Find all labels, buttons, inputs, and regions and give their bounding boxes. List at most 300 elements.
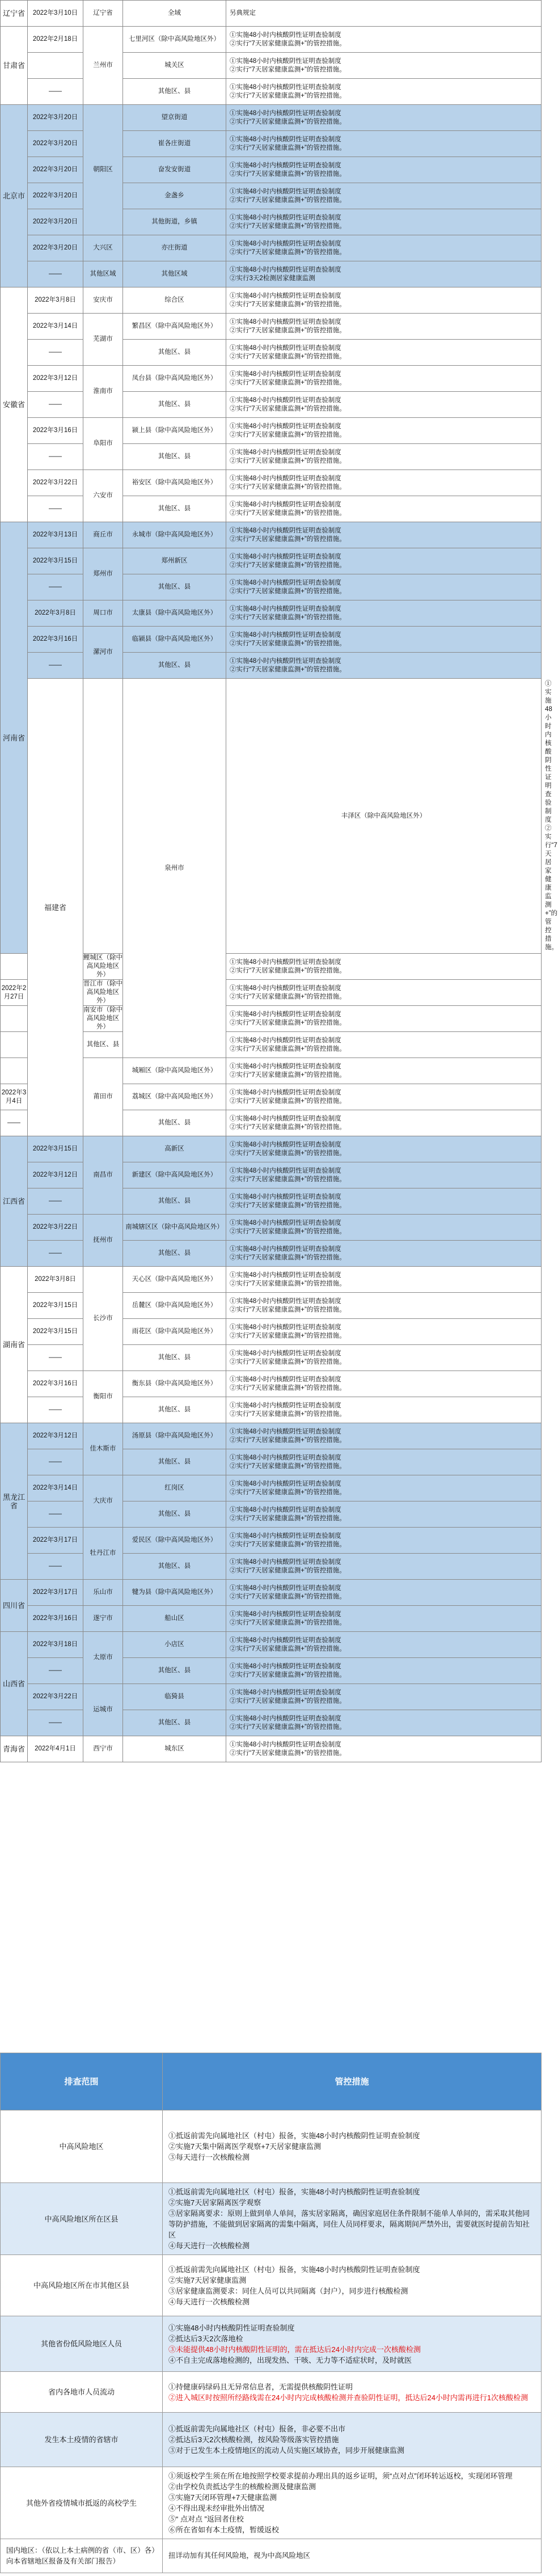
policy-line: ②实行“7天居家健康监测+”的管控措施。	[230, 1071, 346, 1078]
policy-line: ①实施48小时内核酸阴性证明查验制度	[230, 1063, 341, 1070]
city-cell: 阜阳市	[83, 418, 123, 470]
date-cell: 2022年2月27日	[1, 980, 28, 1006]
date-cell	[28, 53, 83, 79]
policy-row	[1, 1371, 542, 1397]
city-cell: 太原市	[83, 1632, 123, 1684]
policy-line: ②实行“7天居家健康监测+”的管控措施。	[230, 1697, 346, 1704]
policy-line: ①实施48小时内核酸阴性证明查验制度	[230, 1558, 341, 1566]
province-cell: 安徽省	[1, 287, 28, 522]
policy-cell	[226, 1267, 542, 1293]
policy-line: ②实行“7天居家健康监测+”的管控措施。	[230, 1358, 346, 1365]
policy-line: ①实施48小时内核酸阴性证明查验制度	[230, 396, 341, 404]
city-cell: 南昌市	[83, 1136, 123, 1215]
policy-line: ②实行“7天居家健康监测+”的管控措施。	[230, 967, 346, 974]
policy-line: ②实行“7天居家健康监测+”的管控措施。	[230, 379, 346, 386]
policy-row	[1, 548, 542, 574]
city-cell: 长沙市	[83, 1267, 123, 1371]
policy-line: ①实施48小时内核酸阴性证明查验制度	[230, 266, 341, 273]
policy-cell	[226, 287, 542, 314]
scope-returning-students: 其他外省疫情城市抵返的高校学生	[1, 2467, 163, 2539]
date-cell: 2022年3月20日	[28, 157, 83, 183]
policy-line: ①实施48小时内核酸阴性证明查验制度	[230, 1141, 341, 1148]
scope-same-city-county: 中高风险地区所在市其他区县	[1, 2255, 163, 2316]
scope-high-risk: 中高风险地区	[1, 2110, 163, 2183]
date-cell: 2022年3月22日	[28, 1684, 83, 1710]
policy-line: ①实施48小时内核酸阴性证明查验制度	[230, 1689, 341, 1696]
area-cell: 其他区、县	[123, 653, 226, 679]
policy-line: ②实行“7天居家健康监测+”的管控措施。	[230, 561, 346, 569]
area-cell: 临猗县	[123, 1684, 226, 1710]
date-cell: 2022年3月13日	[28, 522, 83, 548]
policy-row	[1, 1267, 542, 1293]
area-cell: 高新区	[123, 1136, 226, 1162]
policy-line: ②实行“7天居家健康监测+”的管控措施。	[230, 535, 346, 543]
policy-line: ②实行“7天居家健康监测+”的管控措施。	[230, 1254, 346, 1261]
policy-row	[1, 418, 542, 444]
policy-line: ②实行“7天居家健康监测+”的管控措施。	[230, 1488, 346, 1496]
policy-line: ②实行“7天居家健康监测+”的管控措施。	[230, 222, 346, 230]
policy-line: ②实行“7天居家健康监测+”的管控措施。	[230, 1723, 346, 1731]
date-cell: ——	[28, 1501, 83, 1528]
city-cell: 朝阳区	[83, 105, 123, 235]
policy-line: ②实行“7天居家健康监测+”的管控措施。	[230, 1019, 346, 1026]
policy-cell	[226, 1606, 542, 1632]
policy-row	[1, 1397, 542, 1423]
policy-line: ②实行“7天居家健康监测+”的管控措施。	[230, 92, 346, 99]
measures-high-risk: ①抵返前需先向属地社区（村屯）报备，实施48小时内核酸阴性证明查验制度 ②实施7天集中隔离医学观察+7天居家健康监测 ③每天进行一次核酸检测	[163, 2110, 542, 2183]
area-cell: 凤台县（除中高风险地区外）	[123, 366, 226, 392]
province-cell: 湖南省	[1, 1267, 28, 1423]
policy-row	[1, 1528, 542, 1554]
policy-row	[1, 392, 542, 418]
policy-row	[1, 366, 542, 392]
area-cell: 城厢区（除中高风险地区外）	[123, 1058, 226, 1084]
policy-cell	[226, 1658, 542, 1684]
policy-line: ①实施48小时内核酸阴性证明查验制度	[230, 57, 341, 65]
area-cell: 天心区（除中高风险地区外）	[123, 1267, 226, 1293]
date-cell: ——	[28, 340, 83, 366]
date-cell	[1, 954, 28, 980]
date-cell: 2022年3月15日	[28, 548, 83, 574]
province-cell: 福建省	[28, 679, 83, 1136]
policy-line: ②实行“7天居家健康监测+”的管控措施。	[230, 457, 346, 464]
policy-line: ①实施48小时内核酸阴性证明查验制度	[230, 318, 341, 325]
policy-line: ②实行“7天居家健康监测+”的管控措施。	[230, 1045, 346, 1052]
policy-row	[1, 261, 542, 287]
city-cell: 周口市	[83, 600, 123, 627]
area-cell: 衡东县（除中高风险地区外）	[123, 1371, 226, 1397]
policy-line: ②实行“7天居家健康监测+”的管控措施。	[230, 483, 346, 490]
policy-line: ①实施48小时内核酸阴性证明查验制度	[230, 292, 341, 299]
measures-local-outbreak-city: ①抵返前需先向属地社区（村屯）报备，非必要不出市 ②抵达后3天2次核酸检测，按风险等级落实管控措施 ③对于已发生本土疫情地区的流动人员实施区域协查，同步开展健康监测	[163, 2413, 542, 2467]
policy-row	[1, 79, 542, 105]
city-cell: 商丘市	[83, 522, 123, 548]
area-cell: 南城辖区区（除中高风险地区外）	[123, 1215, 226, 1241]
policy-row	[1, 1736, 542, 1762]
date-cell: 2022年4月1日	[28, 1736, 83, 1762]
policy-line: ②实行“7天居家健康监测+”的管控措施。	[230, 118, 346, 125]
policy-line: ②实行“7天居家健康监测+”的管控措施。	[230, 509, 346, 517]
measures-same-city-county: ①抵返前需先向属地社区（村屯）报备，实施48小时内核酸阴性证明查验制度 ②实施7天居家健康监测 ③居家健康监测要求：同住人员可以共同隔离（封户），同步进行核酸检测 ④每天进行一次核酸检测	[163, 2255, 542, 2316]
policy-cell	[226, 1006, 542, 1032]
policy-line: ①实施48小时内核酸阴性证明查验制度	[230, 1454, 341, 1461]
policy-line: ②实行“7天居家健康监测+”的管控措施。	[230, 1541, 346, 1548]
date-cell: 2022年3月18日	[28, 1632, 83, 1658]
area-cell: 其他区、县	[123, 79, 226, 105]
policy-line: ②实行“7天居家健康监测+”的管控措施。	[230, 40, 346, 47]
policy-line: ②实行“7天居家健康监测+”的管控措施。	[230, 1410, 346, 1418]
city-cell: 漯河市	[83, 627, 123, 679]
policy-line: ①实施48小时内核酸阴性证明查验制度	[230, 344, 341, 352]
city-cell: 辽宁省	[83, 1, 123, 27]
area-cell: 望京街道	[123, 105, 226, 131]
city-cell: 衡阳市	[83, 1371, 123, 1423]
policy-row	[1, 183, 542, 209]
area-cell: 丰泽区（除中高风险地区外）	[226, 679, 542, 954]
policy-line: ②实行“7天居家健康监测+”的管控措施。	[230, 1280, 346, 1287]
policy-line: ②实行“7天居家健康监测+”的管控措施。	[230, 144, 346, 151]
policy-line: ②实行“7天居家健康监测+”的管控措施。	[230, 1228, 346, 1235]
date-cell: 2022年3月20日	[28, 235, 83, 261]
date-cell: 2022年3月15日	[28, 1136, 83, 1162]
area-cell: 小店区	[123, 1632, 226, 1658]
policy-line: ①实施48小时内核酸阴性证明查验制度	[230, 958, 341, 966]
policy-line: ①实施48小时内核酸阴性证明查验制度	[230, 1167, 341, 1174]
policy-cell	[226, 340, 542, 366]
policy-line: ①实施48小时内核酸阴性证明查验制度	[230, 1350, 341, 1357]
policy-line: ②实行“7天居家健康监测+”的管控措施。	[230, 1306, 346, 1313]
policy-row	[1, 1188, 542, 1215]
policy-cell	[226, 1580, 542, 1606]
policy-row	[1, 1319, 542, 1345]
policy-cell	[226, 1319, 542, 1345]
policy-line: ②实行“7天居家健康监测+”的管控措施。	[230, 640, 346, 647]
policy-cell	[226, 574, 542, 600]
policy-line: ①实施48小时内核酸阴性证明查验制度	[230, 1506, 341, 1513]
header-measures: 管控措施	[163, 2053, 542, 2110]
policy-row	[1, 1293, 542, 1319]
policy-row	[1, 1658, 542, 1684]
area-cell: 裕安区（除中高风险地区外）	[123, 470, 226, 496]
area-cell: 其他区、县	[123, 496, 226, 522]
area-cell: 新建区（除中高风险地区外）	[123, 1162, 226, 1188]
policy-line: ②实行“7天居家健康监测+”的管控措施。	[230, 405, 346, 412]
policy-row	[1, 1423, 542, 1449]
province-cell: 江西省	[1, 1136, 28, 1267]
date-cell: 2022年3月16日	[28, 1606, 83, 1632]
policy-line: ②实行“7天居家健康监测+”的管控措施。	[230, 66, 346, 73]
measures-in-province-flow: ①持健康码绿码且无异常信息者，无需提供核酸阴性证明 ②进入城区时按照所经路线需在24小时内完成核酸检测并查验阴性证明，抵达后24小时内需再进行1次核酸检测	[163, 2372, 542, 2413]
area-cell: 雨花区（除中高风险地区外）	[123, 1319, 226, 1345]
policy-row	[1, 1449, 542, 1475]
policy-cell	[226, 1554, 542, 1580]
policy-cell	[226, 1058, 542, 1084]
policy-cell	[226, 1241, 542, 1267]
city-cell: 抚州市	[83, 1215, 123, 1267]
policy-line: ①实施48小时内核酸阴性证明查验制度	[230, 1010, 341, 1018]
area-cell: 奋发安街道	[123, 157, 226, 183]
policy-line: ①实施48小时内核酸阴性证明查验制度	[230, 1428, 341, 1435]
policy-row	[1, 1554, 542, 1580]
policy-line: ①实施48小时内核酸阴性证明查验制度	[230, 1376, 341, 1383]
policy-cell	[226, 1423, 542, 1449]
policy-cell	[226, 444, 542, 470]
policy-line: ②实行“7天居家健康监测+”的管控措施。	[230, 170, 346, 177]
area-cell: 岳麓区（除中高风险地区外）	[123, 1293, 226, 1319]
date-cell: ——	[28, 392, 83, 418]
area-cell: 郑州新区	[123, 548, 226, 574]
date-cell: ——	[28, 574, 83, 600]
policy-line: ①实施48小时内核酸阴性证明查验制度	[230, 579, 341, 586]
policy-cell	[226, 1162, 542, 1188]
policy-row	[1, 444, 542, 470]
policy-row	[1, 1345, 542, 1371]
policy-line: ①实施48小时内核酸阴性证明查验制度	[230, 422, 341, 430]
policy-line: ②实行“7天居家健康监测+”的管控措施。	[230, 1332, 346, 1339]
policy-cell	[226, 79, 542, 105]
policy-line: ②实行“7天居家健康监测+”的管控措施。	[230, 196, 346, 204]
area-cell: 永城市（除中高风险地区外）	[123, 522, 226, 548]
risk-measures-table	[0, 2053, 542, 2573]
date-cell: 2022年3月12日	[28, 366, 83, 392]
policy-line: ①实施48小时内核酸阴性证明查验制度	[230, 1402, 341, 1409]
date-cell: 2022年3月20日	[28, 105, 83, 131]
policy-row	[1, 105, 542, 131]
policy-line: ②实行“7天居家健康监测+”的管控措施。	[230, 666, 346, 673]
policy-cell	[226, 1710, 542, 1736]
area-cell: 临颍县（除中高风险地区外）	[123, 627, 226, 653]
date-cell: 2022年3月8日	[28, 600, 83, 627]
policy-cell	[226, 27, 542, 53]
area-cell: 其他区、县	[83, 1032, 123, 1058]
policy-row	[1, 235, 542, 261]
area-cell: 其他区、县	[123, 392, 226, 418]
note-text: 扭详动加有其任何风险地，视为中高风险地区	[163, 2539, 542, 2573]
policy-line: ①实施48小时内核酸阴性证明查验制度	[230, 83, 341, 91]
policy-line: ①实施48小时内核酸阴性证明查验制度	[230, 1219, 341, 1226]
city-cell: 安庆市	[83, 287, 123, 314]
policy-line: ①实施48小时内核酸阴性证明查验制度	[230, 31, 341, 39]
policy-line: ②实行“7天居家健康监测+”的管控措施。	[230, 587, 346, 595]
policy-row	[1, 1241, 542, 1267]
policy-cell	[226, 653, 542, 679]
date-cell	[1, 1058, 28, 1084]
date-cell: ——	[28, 79, 83, 105]
policy-line: ②实行“7天居家健康监测+”的管控措施。	[230, 1593, 346, 1600]
area-cell: 七里河区（除中高风险地区外）	[123, 27, 226, 53]
date-cell	[1, 1006, 28, 1032]
date-cell: 2022年3月22日	[28, 470, 83, 496]
policy-line: ①实施48小时内核酸阴性证明查验制度	[230, 553, 341, 560]
policy-line: ②实行“7天居家健康监测+”的管控措施。	[230, 1619, 346, 1626]
policy-cell	[226, 314, 542, 340]
area-cell: 其他区、县	[123, 1241, 226, 1267]
area-cell: 金盏乡	[123, 183, 226, 209]
policy-line: ②实行“7天居家健康监测+”的管控措施。	[230, 1462, 346, 1470]
policy-line: ②实行“7天居家健康监测+”的管控措施。	[230, 301, 346, 308]
policy-cell	[226, 600, 542, 627]
policy-line: ②实行“7天居家健康监测+”的管控措施。	[230, 1567, 346, 1574]
scope-high-risk-county: 中高风险地区所在区县	[1, 2183, 163, 2255]
policy-line: ①实施48小时内核酸阴性证明查验制度	[230, 1323, 341, 1331]
policy-line: ①实施48小时内核酸阴性证明查验制度	[230, 1663, 341, 1670]
policy-cell	[226, 235, 542, 261]
policy-line: ②实行“7天居家健康监测+”的管控措施。	[230, 1123, 346, 1131]
area-cell: 其他区、县	[123, 1658, 226, 1684]
city-cell: 其他区域	[83, 261, 123, 287]
measures-returning-students: ①须返校学生须在所在地按照学校要求提前办理出具的返乡证明，须“点对点”闭环转运返校，实现闭环管理 ②由学校负责抵达学生的核酸检测及健康监测 ③实施7天闭环管理+7天健康监测 ④不得出现未经审批外出情况 ⑤“ 点对点 ”返回者住校 ⑥所在省如有本土疫情，暂缓返校	[163, 2467, 542, 2539]
policy-cell	[226, 496, 542, 522]
area-cell: 全域	[123, 1, 226, 27]
area-cell: 其他区、县	[123, 444, 226, 470]
policy-cell	[226, 1, 542, 27]
policy-row	[1, 653, 542, 679]
area-cell: 其他区、县	[123, 1110, 226, 1136]
header-scope: 排查范围	[1, 2053, 163, 2110]
policy-cell	[226, 548, 542, 574]
policy-line: ②实行“7天居家健康监测+”的管控措施。	[230, 1436, 346, 1444]
date-cell: 2022年3月14日	[28, 314, 83, 340]
policy-cell	[226, 209, 542, 235]
policy-line: ①实施48小时内核酸阴性证明查验制度	[230, 1480, 341, 1487]
policy-row	[1, 1475, 542, 1501]
area-cell: 晋江市（除中高风险地区外）	[83, 980, 123, 1006]
policy-line: ①实施48小时内核酸阴性证明查验制度	[230, 1115, 341, 1122]
policy-cell	[226, 105, 542, 131]
policy-cell	[226, 980, 542, 1006]
area-cell: 其他区、县	[123, 1554, 226, 1580]
policy-line: ①实施48小时内核酸阴性证明查验制度	[230, 1245, 341, 1253]
province-cell: 山西省	[1, 1632, 28, 1736]
date-cell	[1, 1032, 28, 1058]
policy-row	[1, 340, 542, 366]
policy-cell	[226, 131, 542, 157]
area-cell: 其他区、县	[123, 1345, 226, 1371]
date-cell: ——	[28, 1554, 83, 1580]
policy-line: ①实施48小时内核酸阴性证明查验制度	[230, 475, 341, 482]
date-cell: 2022年3月10日	[28, 1, 83, 27]
policy-cell	[226, 1449, 542, 1475]
scope-in-province-flow: 省内各地市人员流动	[1, 2372, 163, 2413]
policy-row	[1, 1580, 542, 1606]
policy-line: ②实行“7天居家健康监测+”的管控措施。	[230, 614, 346, 621]
city-cell: 运城市	[83, 1684, 123, 1736]
area-cell: 其他区、县	[123, 340, 226, 366]
date-cell: ——	[28, 444, 83, 470]
policy-cell	[226, 1632, 542, 1658]
policy-line: ②实行“7天居家健康监测+”的管控措施。	[230, 353, 346, 360]
policy-row	[1, 1162, 542, 1188]
policy-line: ①实施48小时内核酸阴性证明查验制度	[230, 984, 341, 992]
policy-cell	[226, 522, 542, 548]
area-cell: 其他区域	[123, 261, 226, 287]
policy-line: ①实施48小时内核酸阴性证明查验制度	[230, 136, 341, 143]
policy-line: ②实行“7天居家健康监测+”的管控措施。	[230, 1097, 346, 1105]
date-cell: 2022年3月14日	[28, 1475, 83, 1501]
policy-row	[1, 53, 542, 79]
policy-cell	[226, 1136, 542, 1162]
policy-row	[1, 209, 542, 235]
province-cell: 辽宁省	[1, 1, 28, 27]
policy-cell	[226, 627, 542, 653]
policy-row	[1, 131, 542, 157]
policy-row	[1, 1684, 542, 1710]
policy-row	[1, 314, 542, 340]
policy-line: ①实施48小时内核酸阴性证明查验制度	[230, 1193, 341, 1200]
policy-line: ①实施48小时内核酸阴性证明查验制度	[230, 214, 341, 221]
area-cell: 综合区	[123, 287, 226, 314]
city-cell: 淮南市	[83, 366, 123, 418]
area-cell: 其他区、县	[123, 1188, 226, 1215]
policy-cell	[226, 261, 542, 287]
date-cell: 2022年3月17日	[28, 1528, 83, 1554]
policy-row	[1, 627, 542, 653]
city-cell: 牡丹江市	[83, 1528, 123, 1580]
policy-line: ①实施48小时内核酸阴性证明查验制度	[230, 605, 341, 612]
policy-cell	[226, 1475, 542, 1501]
policy-row	[1, 1632, 542, 1658]
city-cell: 莆田市	[83, 1058, 123, 1136]
date-cell: 2022年3月16日	[28, 418, 83, 444]
date-cell: 2022年3月8日	[28, 287, 83, 314]
policy-line: ①实施48小时内核酸阴性证明查验制度	[230, 1715, 341, 1722]
policy-cell	[226, 1215, 542, 1241]
area-cell: 红岗区	[123, 1475, 226, 1501]
policy-cell	[226, 366, 542, 392]
policy-line: ①实施48小时内核酸阴性证明查验制度	[230, 240, 341, 247]
policy-row	[1, 1, 542, 27]
policy-line: ②实行“7天居家健康监测+”的管控措施。	[230, 1515, 346, 1522]
date-cell	[83, 679, 123, 954]
city-cell: 泉州市	[123, 679, 226, 1058]
policy-row	[1, 470, 542, 496]
scope-local-outbreak-city: 发生本土疫情的省辖市	[1, 2413, 163, 2467]
policy-line: ②实行“7天居家健康监测+”的管控措施。	[230, 1149, 346, 1157]
date-cell: 2022年3月22日	[28, 1215, 83, 1241]
province-cell: 北京市	[1, 105, 28, 287]
policy-line: ①实施48小时内核酸阴性证明查验制度	[230, 1610, 341, 1618]
area-cell: 鲤城区（除中高风险地区外）	[83, 954, 123, 980]
policy-cell	[226, 1736, 542, 1762]
policy-row	[1, 1710, 542, 1736]
city-cell: 兰州市	[83, 27, 123, 105]
policy-line: ②实行“7天居家健康监测+”的管控措施。	[230, 993, 346, 1000]
policy-line: ②实行3天2检测居家健康监测	[230, 274, 315, 282]
policy-line: ①实施48小时内核酸阴性证明查验制度	[230, 1297, 341, 1305]
policy-cell	[226, 1528, 542, 1554]
date-cell: 2022年3月20日	[28, 183, 83, 209]
province-cell: 黑龙江省	[1, 1423, 28, 1580]
date-cell: ——	[28, 261, 83, 287]
date-cell: ——	[28, 1658, 83, 1684]
policy-row: 福建省 泉州市 丰泽区（除中高风险地区外） ①实施48小时内核酸阴性证明查验制度 ②实行“7天居家健康监测+”的管控措施。	[1, 679, 542, 954]
note-label: 国内地区：（依以上本土病例的省（市、区）各）向本省辖地区报备及有关部门报告）	[1, 2539, 163, 2573]
city-cell: 佳木斯市	[83, 1423, 123, 1475]
city-policy-table-body	[1, 1, 558, 1762]
date-cell: 2022年3月15日	[28, 1293, 83, 1319]
policy-cell	[226, 1293, 542, 1319]
policy-line: ②实行“7天居家健康监测+”的管控措施。	[230, 327, 346, 334]
policy-row	[1, 1606, 542, 1632]
date-cell: 2022年3月17日	[28, 1580, 83, 1606]
area-cell: 其他区、县	[123, 1710, 226, 1736]
policy-line: ②实行“7天居家健康监测+”的管控措施。	[230, 248, 346, 256]
policy-line: ②实行“7天居家健康监测+”的管控措施。	[230, 1671, 346, 1678]
policy-line: ①实施48小时内核酸阴性证明查验制度	[230, 370, 341, 378]
policy-cell	[226, 1371, 542, 1397]
policy-line: ①实施48小时内核酸阴性证明查验制度	[230, 657, 341, 665]
date-cell: 2022年3月20日	[28, 209, 83, 235]
